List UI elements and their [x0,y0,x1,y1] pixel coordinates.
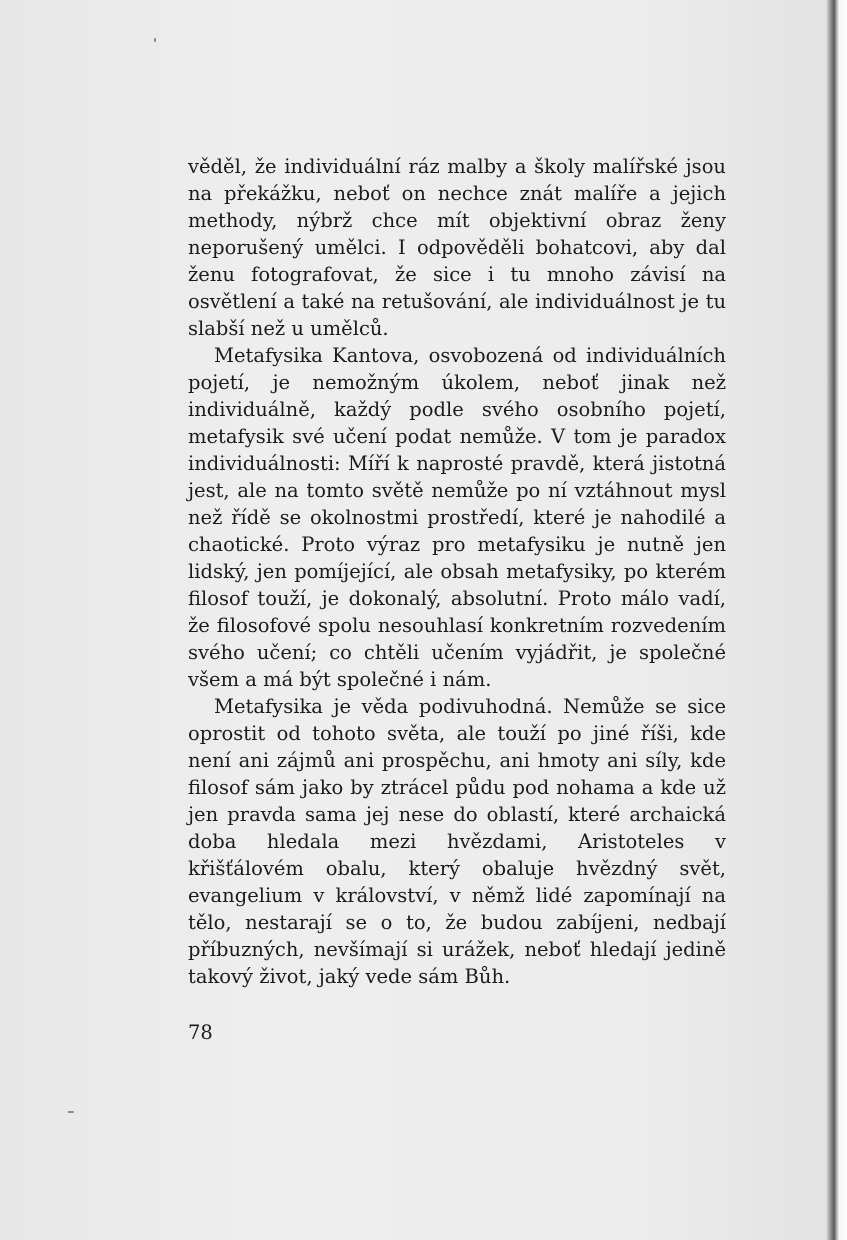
paragraph-2: Metafysika Kantova, osvobozená od individuálních pojetí, je nemožným úkolem, neboť jinak než individuálně, každý podle svého osobního pojetí, metafysik své učení podat nemůže. V tom je paradox individuálnosti: Míří k naprosté pravdě, která jistotná jest, ale na tomto světě nemůže po ní vztáhnout mysl než řídě se okolnostmi prostředí, které je nahodilé a chaotické. Proto výraz pro metafysiku je nutně jen lidský, jen pomíjející, ale obsah metafysiky, po kterém filosof touží, je dokonalý, absolutní. Proto málo vadí, že filosofové spolu nesouhlasí konkretním rozvedením svého učení; co chtěli učením vyjádřit, je společné všem a má být společné i nám. [188,344,726,691]
paragraph-1: věděl, že individuální ráz malby a školy malířské jsou na překážku, neboť on nechce znát malíře a jejich methody, nýbrž chce mít objektivní obraz ženy neporušený umělci. I odpověděli bohatcovi, aby dal ženu fotografovat, že sice i tu mnoho závisí na osvětlení a také na retušování, ale individuálnost je tu slabší než u umělců. [188,155,726,340]
body-text [188,153,726,990]
page-number: 78 [188,1021,213,1044]
page-binding-edge [827,0,847,1240]
paper-speck [68,1111,74,1113]
paper-speck [154,38,156,42]
paragraph-3: Metafysika je věda podivuhodná. Nemůže se sice oprostit od tohoto světa, ale touží po jiné říši, kde není ani zájmů ani prospěchu, ani hmoty ani síly, kde filosof sám jako by ztrácel půdu pod nohama a kde už jen pravda sama jej nese do oblastí, které archaická doba hledala mezi hvězdami, Aristoteles v křišťálovém obalu, který obaluje hvězdný svět, evangelium v království, v němž lidé zapomínají na tělo, nestarají se o to, že budou zabíjeni, nedbají příbuzných, nevšímají si urážek, neboť hledají jedině takový život, jaký vede sám Bůh. [188,695,726,988]
